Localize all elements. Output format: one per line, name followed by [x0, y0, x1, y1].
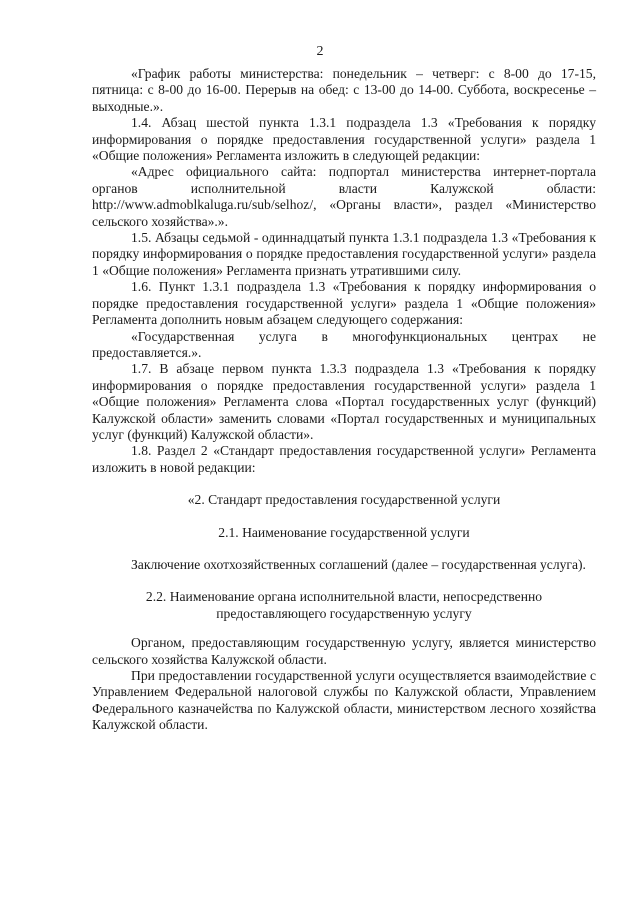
- subsection-heading-2-1: 2.1. Наименование государственной услуги: [218, 524, 470, 540]
- paragraph-mfc-note: «Государственная услуга в многофункциональных центрах не предоставляется.».: [92, 328, 596, 360]
- paragraph-1-7: 1.7. В абзаце первом пункта 1.3.3 подраздела 1.3 «Требования к порядку информирования о порядке предоставления государственной услуги» раздела 1 «Общие положения» Регламента слова «Портал государственных услуг (функций) Калужской области» заменить словами «Портал государственных и муниципальных услуг (функций) Калужской области».: [92, 361, 596, 442]
- paragraph-work-schedule: «График работы министерства: понедельник – четверг: с 8-00 до 17-15, пятница: с 8-00 до 16-00. Перерыв на обед: с 13-00 до 14-00. Суббота, воскресенье – выходные.».: [92, 66, 596, 114]
- document-body: [92, 66, 596, 734]
- page-number: 2: [316, 44, 324, 59]
- paragraph-1-4: 1.4. Абзац шестой пункта 1.3.1 подраздела 1.3 «Требования к порядку информирования о порядке предоставления государственной услуги» раздела 1 «Общие положения» Регламента изложить в следующей редакции:: [92, 115, 596, 164]
- paragraph-website-address: «Адрес официального сайта: подпортал министерства интернет-портала органов исполнительной власти Калужской области: http://www.admoblkaluga.ru/sub/selhoz/, «Органы власти», раздел «Министерство сельского хозяйства».».: [92, 164, 596, 229]
- paragraph-service-name: Заключение охотхозяйственных соглашений (далее – государственная услуга).: [131, 556, 586, 572]
- paragraph-1-6: 1.6. Пункт 1.3.1 подраздела 1.3 «Требования к порядку информирования о порядке предоставления государственной услуги» раздела 1 «Общие положения» Регламента дополнить новым абзацем следующего содержания:: [92, 279, 596, 328]
- paragraph-1-8: 1.8. Раздел 2 «Стандарт предоставления государственной услуги» Регламента изложить в новой редакции:: [92, 443, 596, 475]
- paragraph-providing-authority: Органом, предоставляющим государственную услугу, является министерство сельского хозяйства Калужской области.: [92, 635, 596, 667]
- subsection-heading-2-2: 2.2. Наименование органа исполнительной власти, непосредственно предоставляющего государственную услугу: [145, 589, 543, 621]
- section-heading-2: «2. Стандарт предоставления государственной услуги: [187, 492, 501, 508]
- paragraph-interaction: При предоставлении государственной услуги осуществляется взаимодействие с Управлением Федеральной налоговой службы по Калужской области, Управлением Федерального казначейства по Калужской области, министерством лесного хозяйства Калужской области.: [92, 668, 596, 733]
- paragraph-1-5: 1.5. Абзацы седьмой - одиннадцатый пункта 1.3.1 подраздела 1.3 «Требования к порядку информирования о порядке предоставления государственной услуги» раздела 1 «Общие положения» Регламента признать утратившими силу.: [92, 230, 596, 278]
